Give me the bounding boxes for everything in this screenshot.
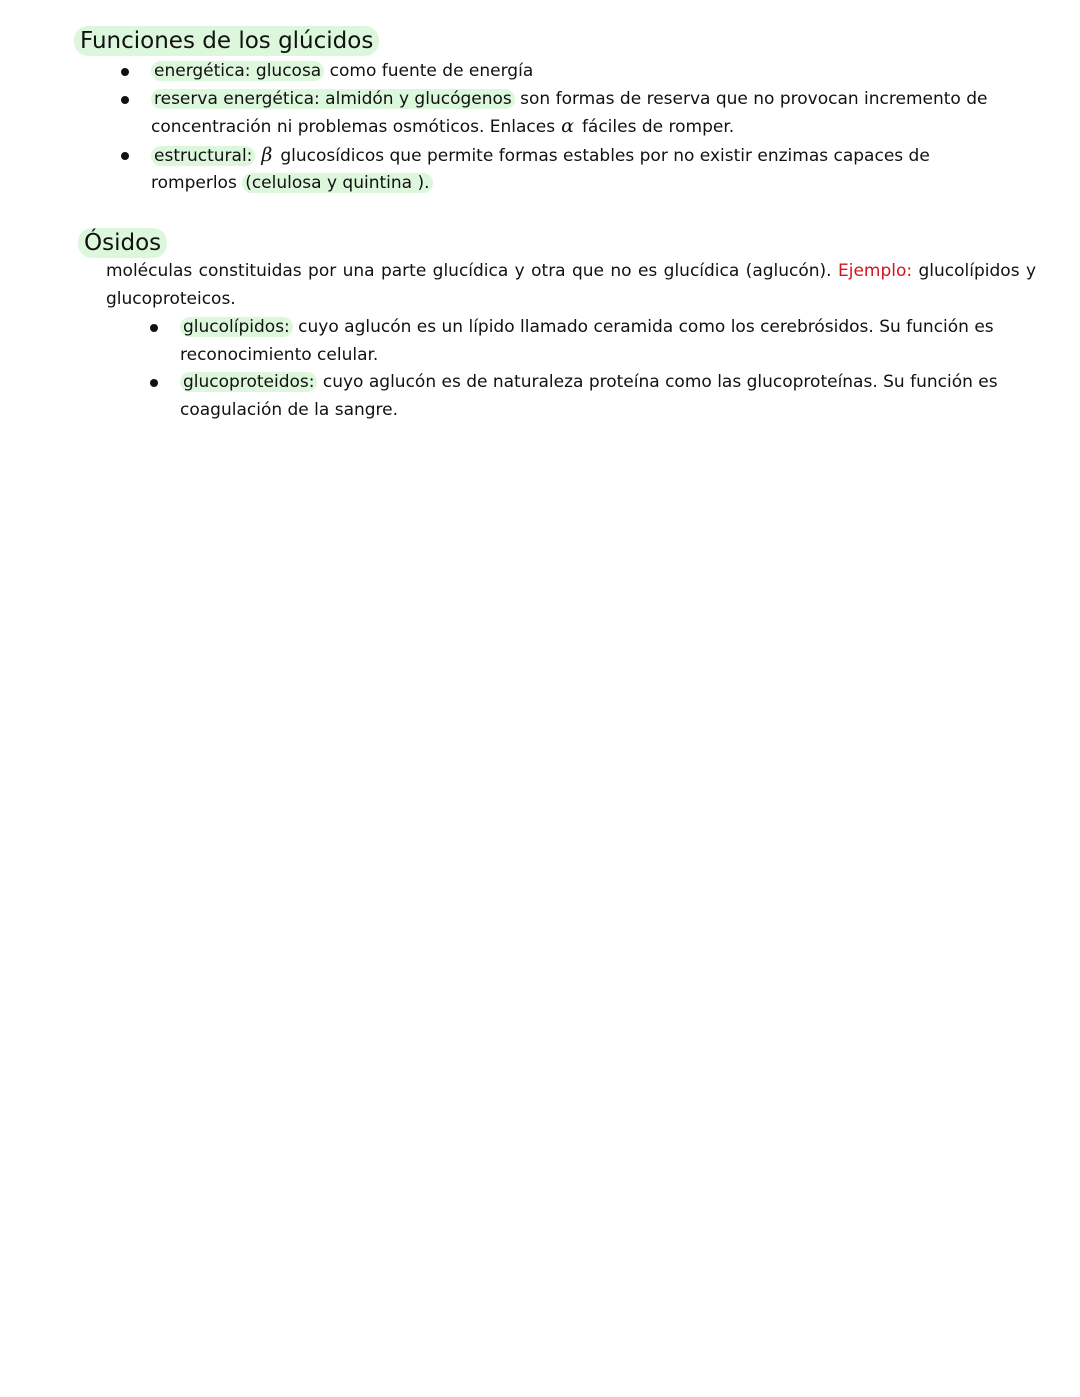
section-title-funciones-text: Funciones de los glúcidos	[74, 26, 379, 56]
item-highlight: estructural:	[151, 146, 255, 166]
item-highlight: energética: glucosa	[151, 61, 324, 81]
osidos-intro	[106, 258, 1036, 313]
list-item-glucolipidos	[180, 314, 1010, 369]
item-text-2: fáciles de romper.	[581, 117, 735, 137]
bullet-icon	[150, 379, 158, 387]
bullet-icon	[121, 68, 129, 76]
alpha-symbol: α	[561, 115, 574, 137]
item-label: glucolípidos:	[180, 317, 293, 337]
item-text: cuyo aglucón es un lípido llamado ceramida como los cerebrósidos. Su función es reconocimiento celular.	[180, 317, 994, 365]
item-text: son formas de reserva que no provocan incremento de concentración ni problemas osmóticos. Enlaces	[151, 88, 988, 137]
section-title-osidos-text: Ósidos	[78, 228, 167, 258]
osidos-list	[180, 314, 1010, 424]
list-item-reserva	[151, 86, 1011, 142]
bullet-icon	[121, 96, 129, 104]
list-item-glucoproteidos	[180, 369, 1010, 424]
example-text: glucolípidos y glucoproteicos.	[106, 261, 1037, 309]
item-highlight-2: (celulosa y quintina ).	[242, 173, 432, 193]
intro-text: moléculas constituidas por una parte glucídica y otra que no es glucídica (aglucón).	[106, 261, 832, 281]
bullet-icon	[121, 152, 129, 160]
bullet-icon	[150, 324, 158, 332]
item-text: como fuente de energía	[324, 61, 534, 81]
section-title-funciones	[74, 24, 379, 58]
example-label: Ejemplo:	[837, 261, 913, 281]
item-highlight: reserva energética: almidón y glucógenos	[151, 89, 515, 109]
item-label: glucoproteidos:	[180, 372, 317, 392]
list-item-estructural	[151, 142, 1011, 198]
list-item-energetica	[151, 58, 1011, 86]
funciones-list	[151, 58, 1011, 198]
beta-symbol: β	[261, 143, 273, 166]
section-title-osidos	[78, 226, 167, 260]
item-text: glucosídicos que permite formas estables por no existir enzimas capaces de romperlos	[151, 145, 930, 193]
item-text: cuyo aglucón es de naturaleza proteína como las glucoproteínas. Su función es coagulación de la sangre.	[180, 372, 998, 420]
